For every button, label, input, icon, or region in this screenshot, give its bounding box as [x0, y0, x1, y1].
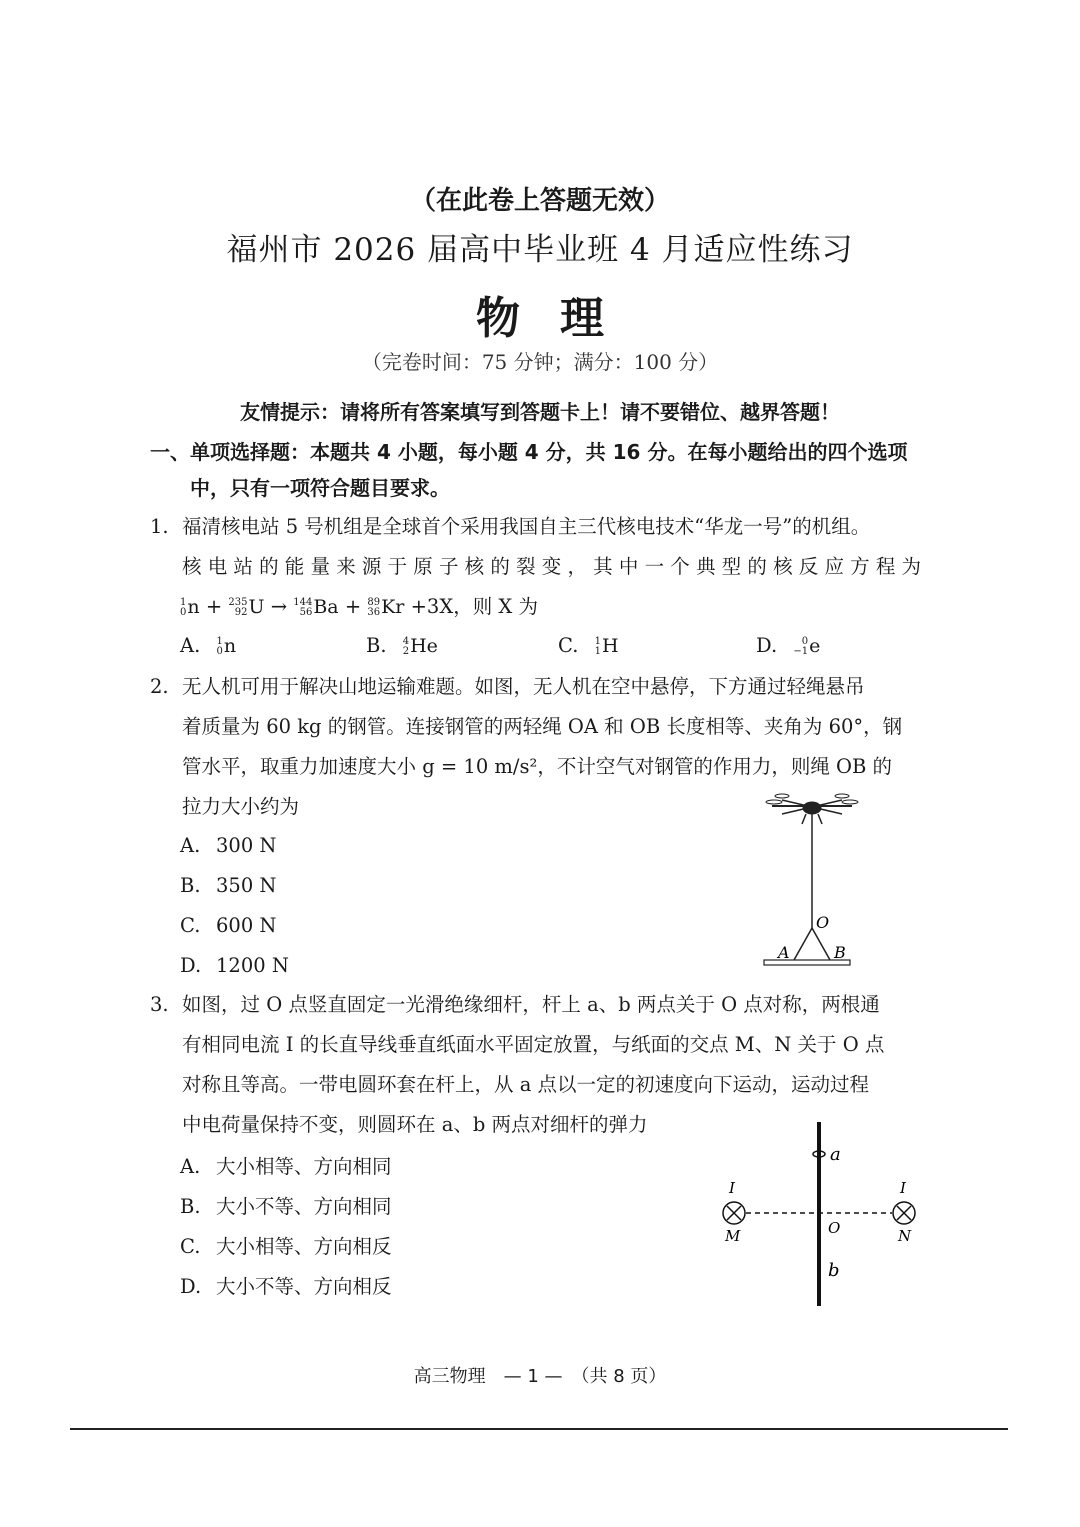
- question-line: 拉力大小约为: [182, 795, 300, 818]
- bottom-rule: [70, 1428, 1008, 1430]
- label-i-right: I: [900, 1179, 906, 1197]
- friendly-tip: 友情提示：请将所有答案填写到答题卡上！请不要错位、越界答题！: [240, 400, 840, 424]
- question-line: 无人机可用于解决山地运输难题。如图，无人机在空中悬停，下方通过轻绳悬吊: [182, 675, 865, 698]
- question-number: 3.: [150, 993, 169, 1016]
- option-d: D. 1200 N: [180, 954, 289, 977]
- label-n: N: [898, 1227, 912, 1245]
- option-b: B. 大小不等、方向相同: [180, 1195, 392, 1218]
- label-a: A: [778, 943, 790, 962]
- option-b: B. 350 N: [180, 874, 277, 897]
- label-o: O: [828, 1219, 841, 1237]
- wire-figure: [710, 1120, 930, 1310]
- option-d: D. 0 −1 e: [756, 634, 821, 657]
- uranium-term: 235 92 U: [228, 596, 265, 618]
- equation-tail: ，则 X 为: [453, 595, 539, 618]
- wire-m-icon: [723, 1202, 745, 1224]
- label-m: M: [725, 1227, 741, 1245]
- exam-title: 福州市 2026 届高中毕业班 4 月适应性练习: [226, 232, 854, 268]
- neutron-term: 1 0 n: [180, 596, 200, 618]
- question-line: 核 电 站 的 能 量 来 源 于 原 子 核 的 裂 变 ， 其 中 一 个 典 型 的 核 反 应 方 程 为: [182, 555, 922, 578]
- option-c: C. 大小相等、方向相反: [180, 1235, 392, 1258]
- page-footer: 高三物理 — 1 — （共 8 页）: [413, 1366, 667, 1387]
- question-line: 福清核电站 5 号机组是全球首个采用我国自主三代核电技术“华龙一号”的机组。: [182, 515, 871, 538]
- option-label: C.: [558, 634, 579, 657]
- option-c: C. 1 1 H: [558, 634, 619, 657]
- time-info: （完卷时间：75 分钟；满分：100 分）: [361, 350, 719, 374]
- section-heading-line1: 一、单项选择题：本题共 4 小题，每小题 4 分，共 16 分。在每小题给出的四个选项: [150, 440, 908, 464]
- question-line: 管水平，取重力加速度大小 g = 10 m/s²，不计空气对钢管的作用力，则绳 OB 的: [182, 755, 893, 778]
- option-label: A.: [180, 634, 201, 657]
- option-a: A. 300 N: [180, 834, 277, 857]
- question-line: 如图，过 O 点竖直固定一光滑绝缘细杆，杆上 a、b 两点关于 O 点对称，两根通: [182, 993, 880, 1016]
- question-number: 1.: [150, 515, 169, 538]
- section-heading-line2: 中，只有一项符合题目要求。: [190, 476, 450, 500]
- wire-n-icon: [893, 1202, 915, 1224]
- question-line: 有相同电流 I 的长直导线垂直纸面水平固定放置，与纸面的交点 M、N 关于 O 点: [182, 1033, 885, 1056]
- question-number: 2.: [150, 675, 169, 698]
- barium-term: 144 56 Ba: [293, 596, 339, 618]
- drone-figure: [760, 790, 870, 975]
- option-label: B.: [366, 634, 387, 657]
- point-b: [817, 1268, 821, 1272]
- option-d: D. 大小不等、方向相反: [180, 1275, 392, 1298]
- label-i-left: I: [729, 1179, 735, 1197]
- option-a: A. 1 0 n: [180, 634, 237, 657]
- nuclear-equation: 1 0 n + 235 92 U → 144 56 Ba + 89 36 Kr +3X，则 X 为: [180, 595, 539, 618]
- section-heading: [150, 434, 950, 506]
- option-label: D.: [756, 634, 778, 657]
- option-a: A. 大小相等、方向相同: [180, 1155, 392, 1178]
- invalid-answer-notice: （在此卷上答题无效）: [409, 186, 670, 216]
- question-line: 对称且等高。一带电圆环套在杆上，从 a 点以一定的初速度向下运动，运动过程: [182, 1073, 870, 1096]
- rope-ob: [812, 928, 830, 960]
- label-o: O: [816, 913, 830, 932]
- label-a: a: [830, 1144, 841, 1165]
- option-c: C. 600 N: [180, 914, 277, 937]
- krypton-term: 89 36 Kr: [367, 596, 405, 618]
- label-b: b: [828, 1260, 840, 1281]
- option-b: B. 4 2 He: [366, 634, 438, 657]
- question-line: 着质量为 60 kg 的钢管。连接钢管的两轻绳 OA 和 OB 长度相等、夹角为 60°，钢: [182, 715, 903, 738]
- question-line: 中电荷量保持不变，则圆环在 a、b 两点对细杆的弹力: [182, 1113, 648, 1136]
- rope-oa: [794, 928, 812, 960]
- label-b: B: [834, 943, 846, 962]
- subject-title: 物理: [476, 293, 644, 344]
